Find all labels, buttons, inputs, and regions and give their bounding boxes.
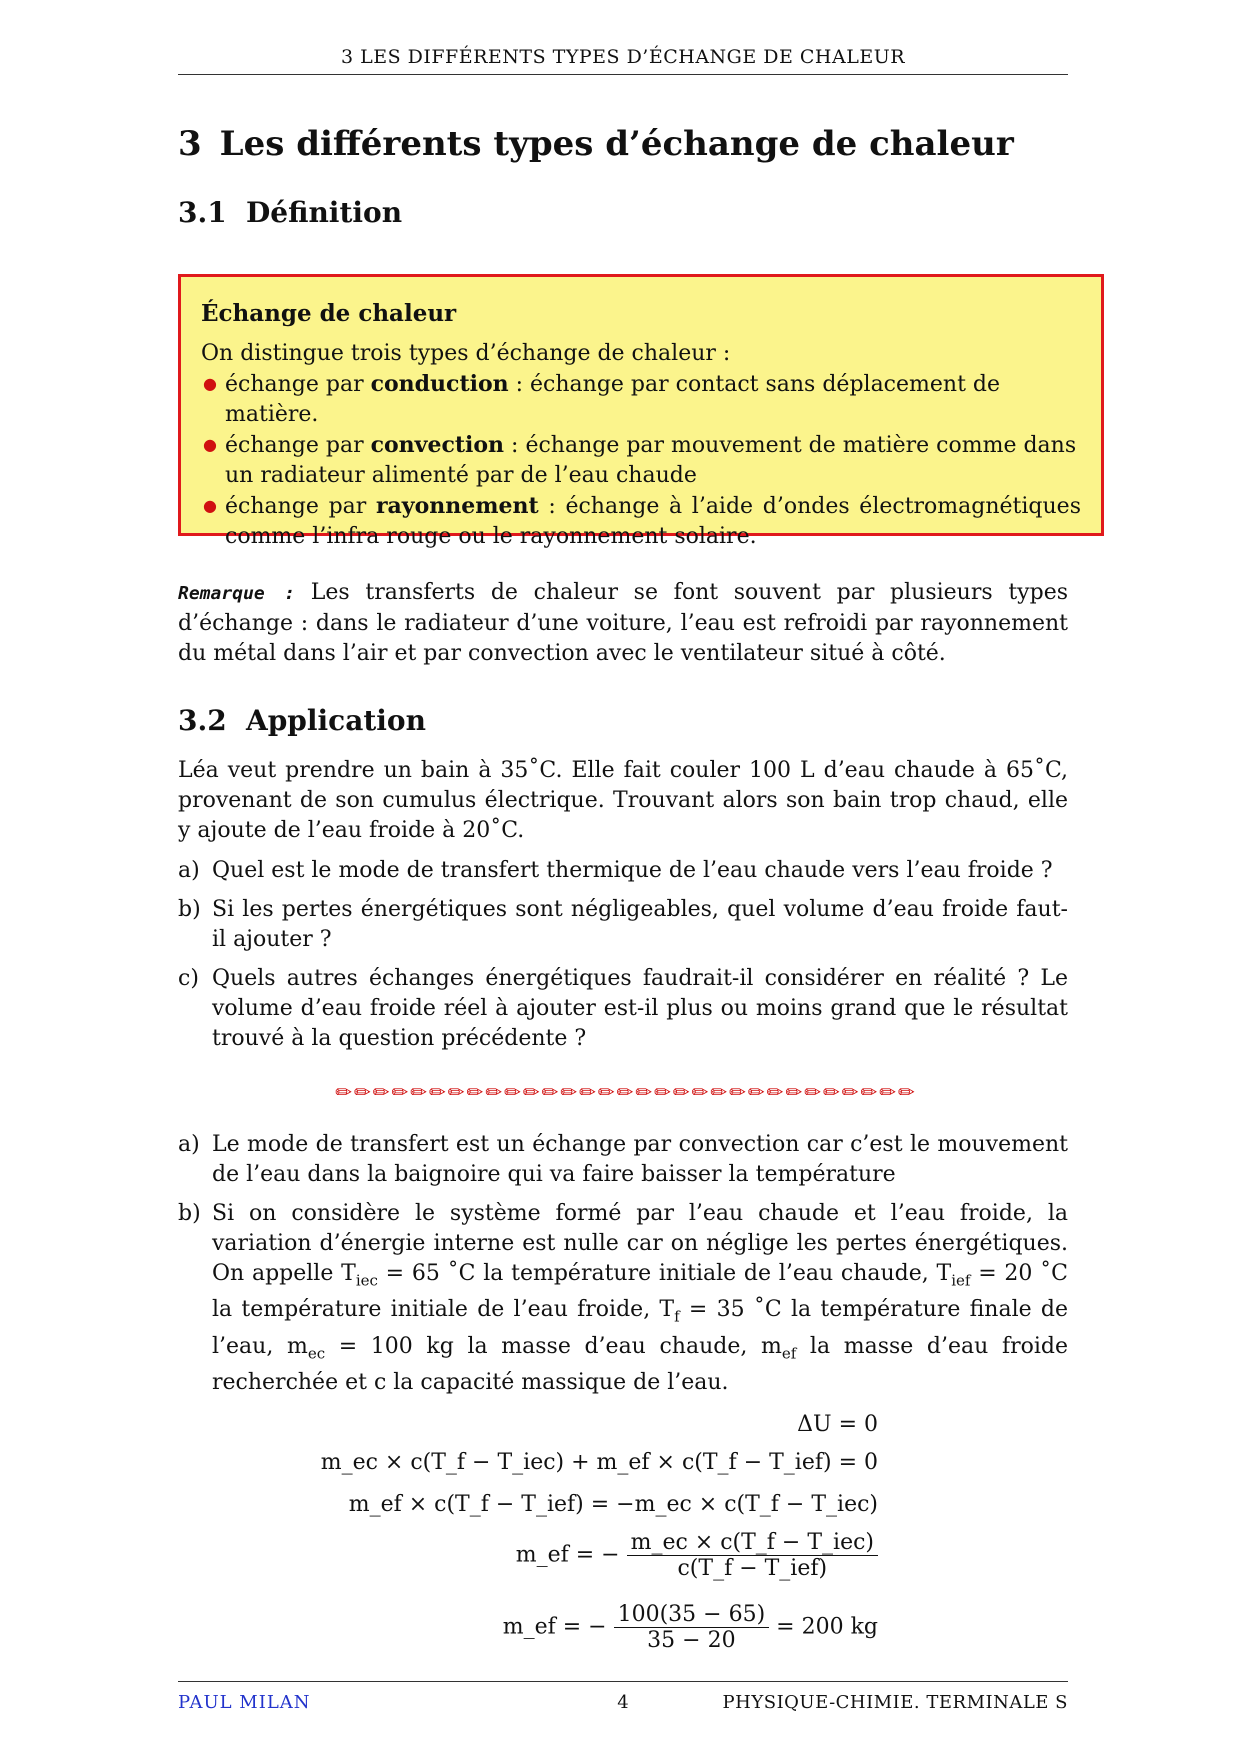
pencil-separator: ✏✏✏✏✏✏✏✏✏✏✏✏✏✏✏✏✏✏✏✏✏✏✏✏✏✏✏✏✏✏✏ xyxy=(335,1080,917,1104)
list-item: b) Si les pertes énergétiques sont négligeables, quel volume d’eau froide faut-il ajouter ? xyxy=(178,897,1068,952)
footer-course: PHYSIQUE-CHIMIE. TERMINALE S xyxy=(722,1692,1068,1713)
list-item: ● échange par conduction : échange par contact sans déplacement de matière. xyxy=(203,371,1001,427)
subsection-number: 3.2 xyxy=(178,704,227,737)
equation-4: m_ef = − $\frac{\text{m\_ec × c(T\_f − T\_iec)}}{\text{c(T\_f − T\_ief)}}$ xyxy=(178,1530,878,1581)
equation-5: m_ef = − $\frac{100(35 - 65)}{35 - 20}$ = 200 kg xyxy=(502,1602,878,1653)
bullet-icon: ● xyxy=(203,496,217,515)
application-statement: Léa veut prendre un bain à 35˚C. Elle fait couler 100 L d’eau chaude à 65˚C, provenant de son cumulus électrique. Trouvant alors son bain trop chaud, elle y ajoute de l’eau froide à 20˚C. xyxy=(178,758,1068,843)
bullet-icon: ● xyxy=(203,374,217,393)
list-item: ● échange par rayonnement : échange à l’aide d’ondes électromagnétiques comme l’infra rouge ou le rayonnement solaire. xyxy=(203,493,1081,549)
definition-box xyxy=(178,274,1104,549)
subsection-title-text: Définition xyxy=(246,196,403,229)
equation-1: ΔU = 0 xyxy=(797,1412,878,1437)
subsection-title-definition xyxy=(178,196,402,229)
section-number: 3 xyxy=(178,124,202,164)
equation-3: m_ef × c(T_f − T_ief) = −m_ec × c(T_f − T_iec) xyxy=(348,1492,878,1517)
definition-box-title: Échange de chaleur xyxy=(201,300,457,327)
list-item: a) Quel est le mode de transfert thermique de l’eau chaude vers l’eau froide ? xyxy=(178,858,1053,883)
subsection-title-application xyxy=(178,704,426,737)
footer-author: PAUL MILAN xyxy=(178,1692,311,1713)
fraction: $\frac{\text{m\_ec × c(T\_f − T\_iec)}}{\text{c(T\_f − T\_ief)}}$ xyxy=(627,1530,878,1581)
remark-paragraph xyxy=(178,578,1068,669)
questions-list xyxy=(178,856,1068,1063)
equation-2: m_ec × c(T_f − T_iec) + m_ef × c(T_f − T_ief) = 0 xyxy=(320,1450,878,1475)
list-item: c) Quels autres échanges énergétiques faudrait-il considérer en réalité ? Le volume d’eau froide réel à ajouter est-il plus ou moins grand que le résultat trouvé à la question précédente ? xyxy=(178,966,1068,1051)
footer-rule xyxy=(178,1681,1068,1682)
subsection-title-text: Application xyxy=(246,704,426,737)
remark-label: Remarque : xyxy=(178,583,296,604)
bullet-icon: ● xyxy=(203,435,217,454)
answers-list xyxy=(178,1130,1068,1407)
section-title-text: Les différents types d’échange de chaleur xyxy=(219,124,1014,164)
subsection-number: 3.1 xyxy=(178,196,227,229)
header-rule xyxy=(178,74,1068,75)
fraction: $\frac{100(35 - 65)}{35 - 20}$ xyxy=(614,1602,770,1653)
list-item: ● échange par convection : échange par mouvement de matière comme dans un radiateur alimenté par de l’eau chaude xyxy=(203,432,1077,488)
remark-text: Les transferts de chaleur se font souvent par plusieurs types d’échange : dans le radiateur d’une voiture, l’eau est refroidi par rayonnement du métal dans l’air et par convection avec le ventilateur situé à côté. xyxy=(178,580,1069,666)
definition-list xyxy=(201,369,1081,552)
answer-b: b) Si on considère le système formé par l’eau chaude et l’eau froide, la variation d’énergie interne est nulle car on néglige les pertes énergétiques. On appelle $T_{iec} = 65$ ˚C la température initiale de l’eau chaude, $T_{ief} = 20$ ˚C la température initiale de l’eau froide, $T_f = 35$ ˚C la température finale de l’eau, $m_{ec} = 100$ kg la masse d’eau chaude, $m_{ef}$ la masse d’eau froide recherchée et c la capacité massique de l’eau. xyxy=(178,1201,1069,1396)
section-title xyxy=(178,124,1014,164)
answer-a: a) Le mode de transfert est un échange par convection car c’est le mouvement de l’eau dans la baignoire qui va faire baisser la température xyxy=(178,1132,1068,1187)
page-number: 4 xyxy=(617,1692,629,1713)
running-header: 3 LES DIFFÉRENTS TYPES D’ÉCHANGE DE CHALEUR xyxy=(340,46,906,68)
definition-intro: On distingue trois types d’échange de chaleur : xyxy=(201,341,731,366)
